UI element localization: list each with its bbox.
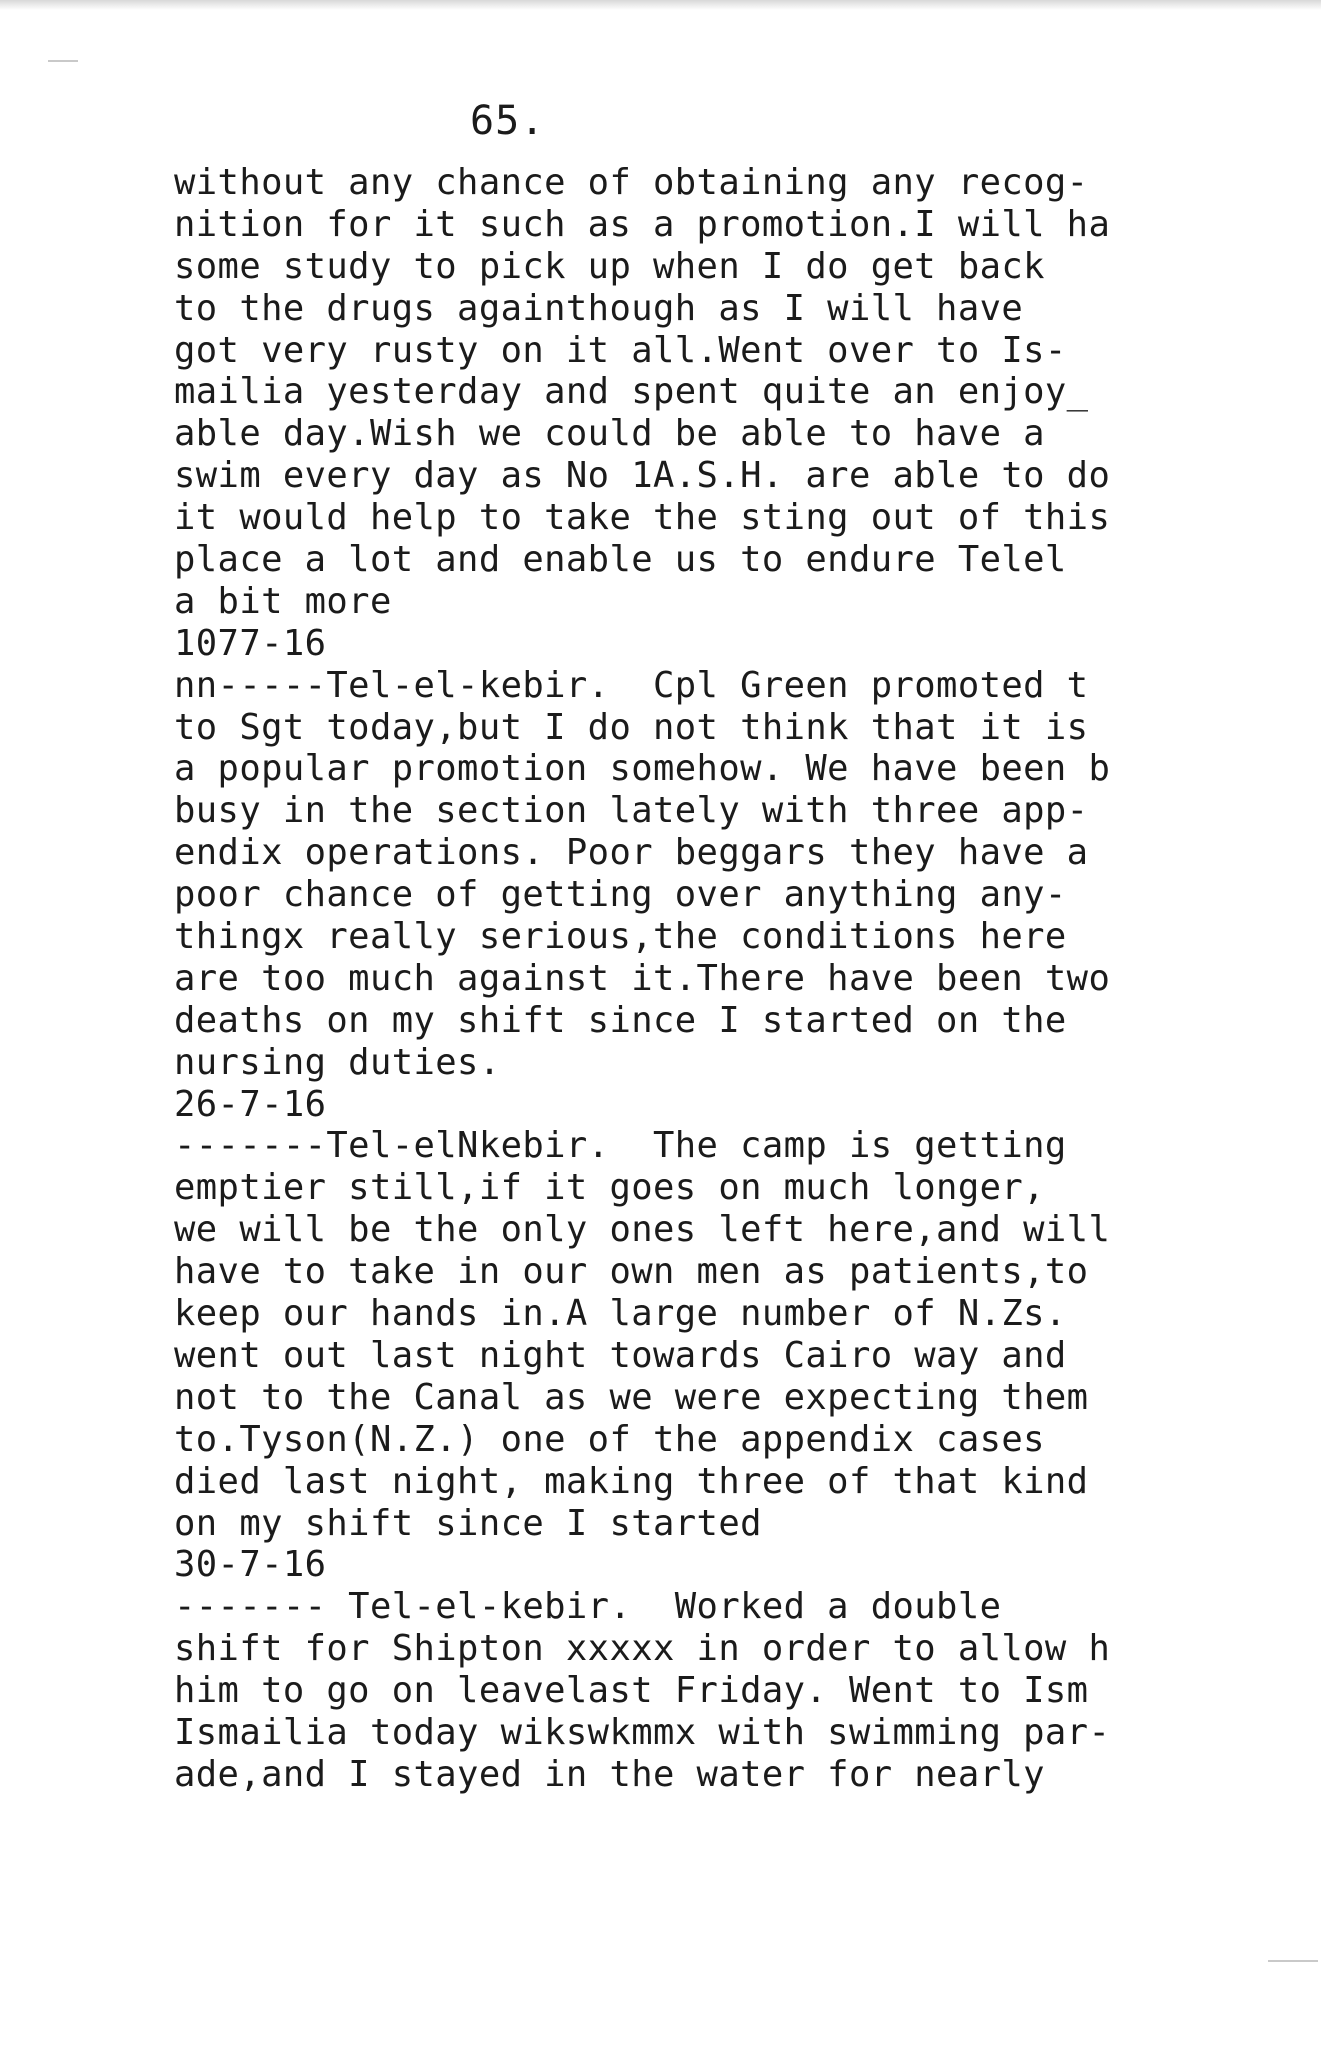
text-line: to.Tyson(N.Z.) one of the appendix cases (174, 1418, 1045, 1460)
text-line: a popular promotion somehow. We have been b (174, 748, 1111, 790)
text-line: nition for it such as a promotion.I will ha (174, 203, 1111, 245)
text-line: to Sgt today,but I do not think that it is (174, 706, 1089, 748)
scan-edge (0, 0, 1321, 10)
text-line: able day.Wish we could be able to have a (174, 413, 1045, 455)
text-line: -------Tel-elNkebir. The camp is getting (174, 1125, 1067, 1167)
text-line: Ismailia today wikswkmmx with swimming par- (174, 1711, 1111, 1753)
text-line: a bit more (174, 580, 392, 622)
text-line: keep our hands in.A large number of N.Zs. (174, 1293, 1067, 1335)
text-line: have to take in our own men as patients,to (174, 1251, 1089, 1293)
text-line: shift for Shipton xxxxx in order to allow h (174, 1628, 1111, 1670)
text-line: not to the Canal as we were expecting them (174, 1376, 1089, 1418)
text-line: nn-----Tel-el-kebir. Cpl Green promoted t (174, 664, 1089, 706)
text-line: we will be the only ones left here,and will (174, 1209, 1111, 1251)
text-line: died last night, making three of that kind (174, 1460, 1089, 1502)
text-line: to the drugs againthough as I will have (174, 287, 1024, 329)
text-line: got very rusty on it all.Went over to Is- (174, 329, 1067, 371)
typed-text-body (174, 162, 1234, 1796)
text-line: endix operations. Poor beggars they have a (174, 832, 1089, 874)
text-line: nursing duties. (174, 1041, 501, 1083)
text-line: mailia yesterday and spent quite an enjoy_ (174, 371, 1089, 413)
text-line: on my shift since I started (174, 1502, 762, 1544)
text-line: without any chance of obtaining any recog- (174, 162, 1089, 203)
text-line: went out last night towards Cairo way and (174, 1334, 1067, 1376)
text-line: ------- Tel-el-kebir. Worked a double (174, 1586, 1002, 1628)
text-line: busy in the section lately with three app- (174, 790, 1089, 832)
scan-mark (48, 60, 78, 62)
text-line: thingx really serious,the conditions here (174, 916, 1067, 958)
text-line: swim every day as No 1A.S.H. are able to do (174, 455, 1111, 497)
text-line: it would help to take the sting out of this (174, 497, 1111, 539)
text-line: ade,and I stayed in the water for nearly (174, 1753, 1045, 1795)
text-line: some study to pick up when I do get back (174, 245, 1045, 287)
text-line: emptier still,if it goes on much longer, (174, 1167, 1045, 1209)
page-number: 65. (470, 98, 546, 144)
text-line: deaths on my shift since I started on the (174, 999, 1067, 1041)
scan-mark (1268, 1960, 1318, 1962)
text-line: poor chance of getting over anything any- (174, 874, 1067, 916)
text-line: 1077-16 (174, 622, 327, 664)
text-line: place a lot and enable us to endure Telel (174, 539, 1067, 581)
text-line: him to go on leavelast Friday. Went to Ism (174, 1670, 1089, 1712)
text-line: 30-7-16 (174, 1544, 327, 1586)
text-line: 26-7-16 (174, 1083, 327, 1125)
text-line: are too much against it.There have been two (174, 957, 1111, 999)
